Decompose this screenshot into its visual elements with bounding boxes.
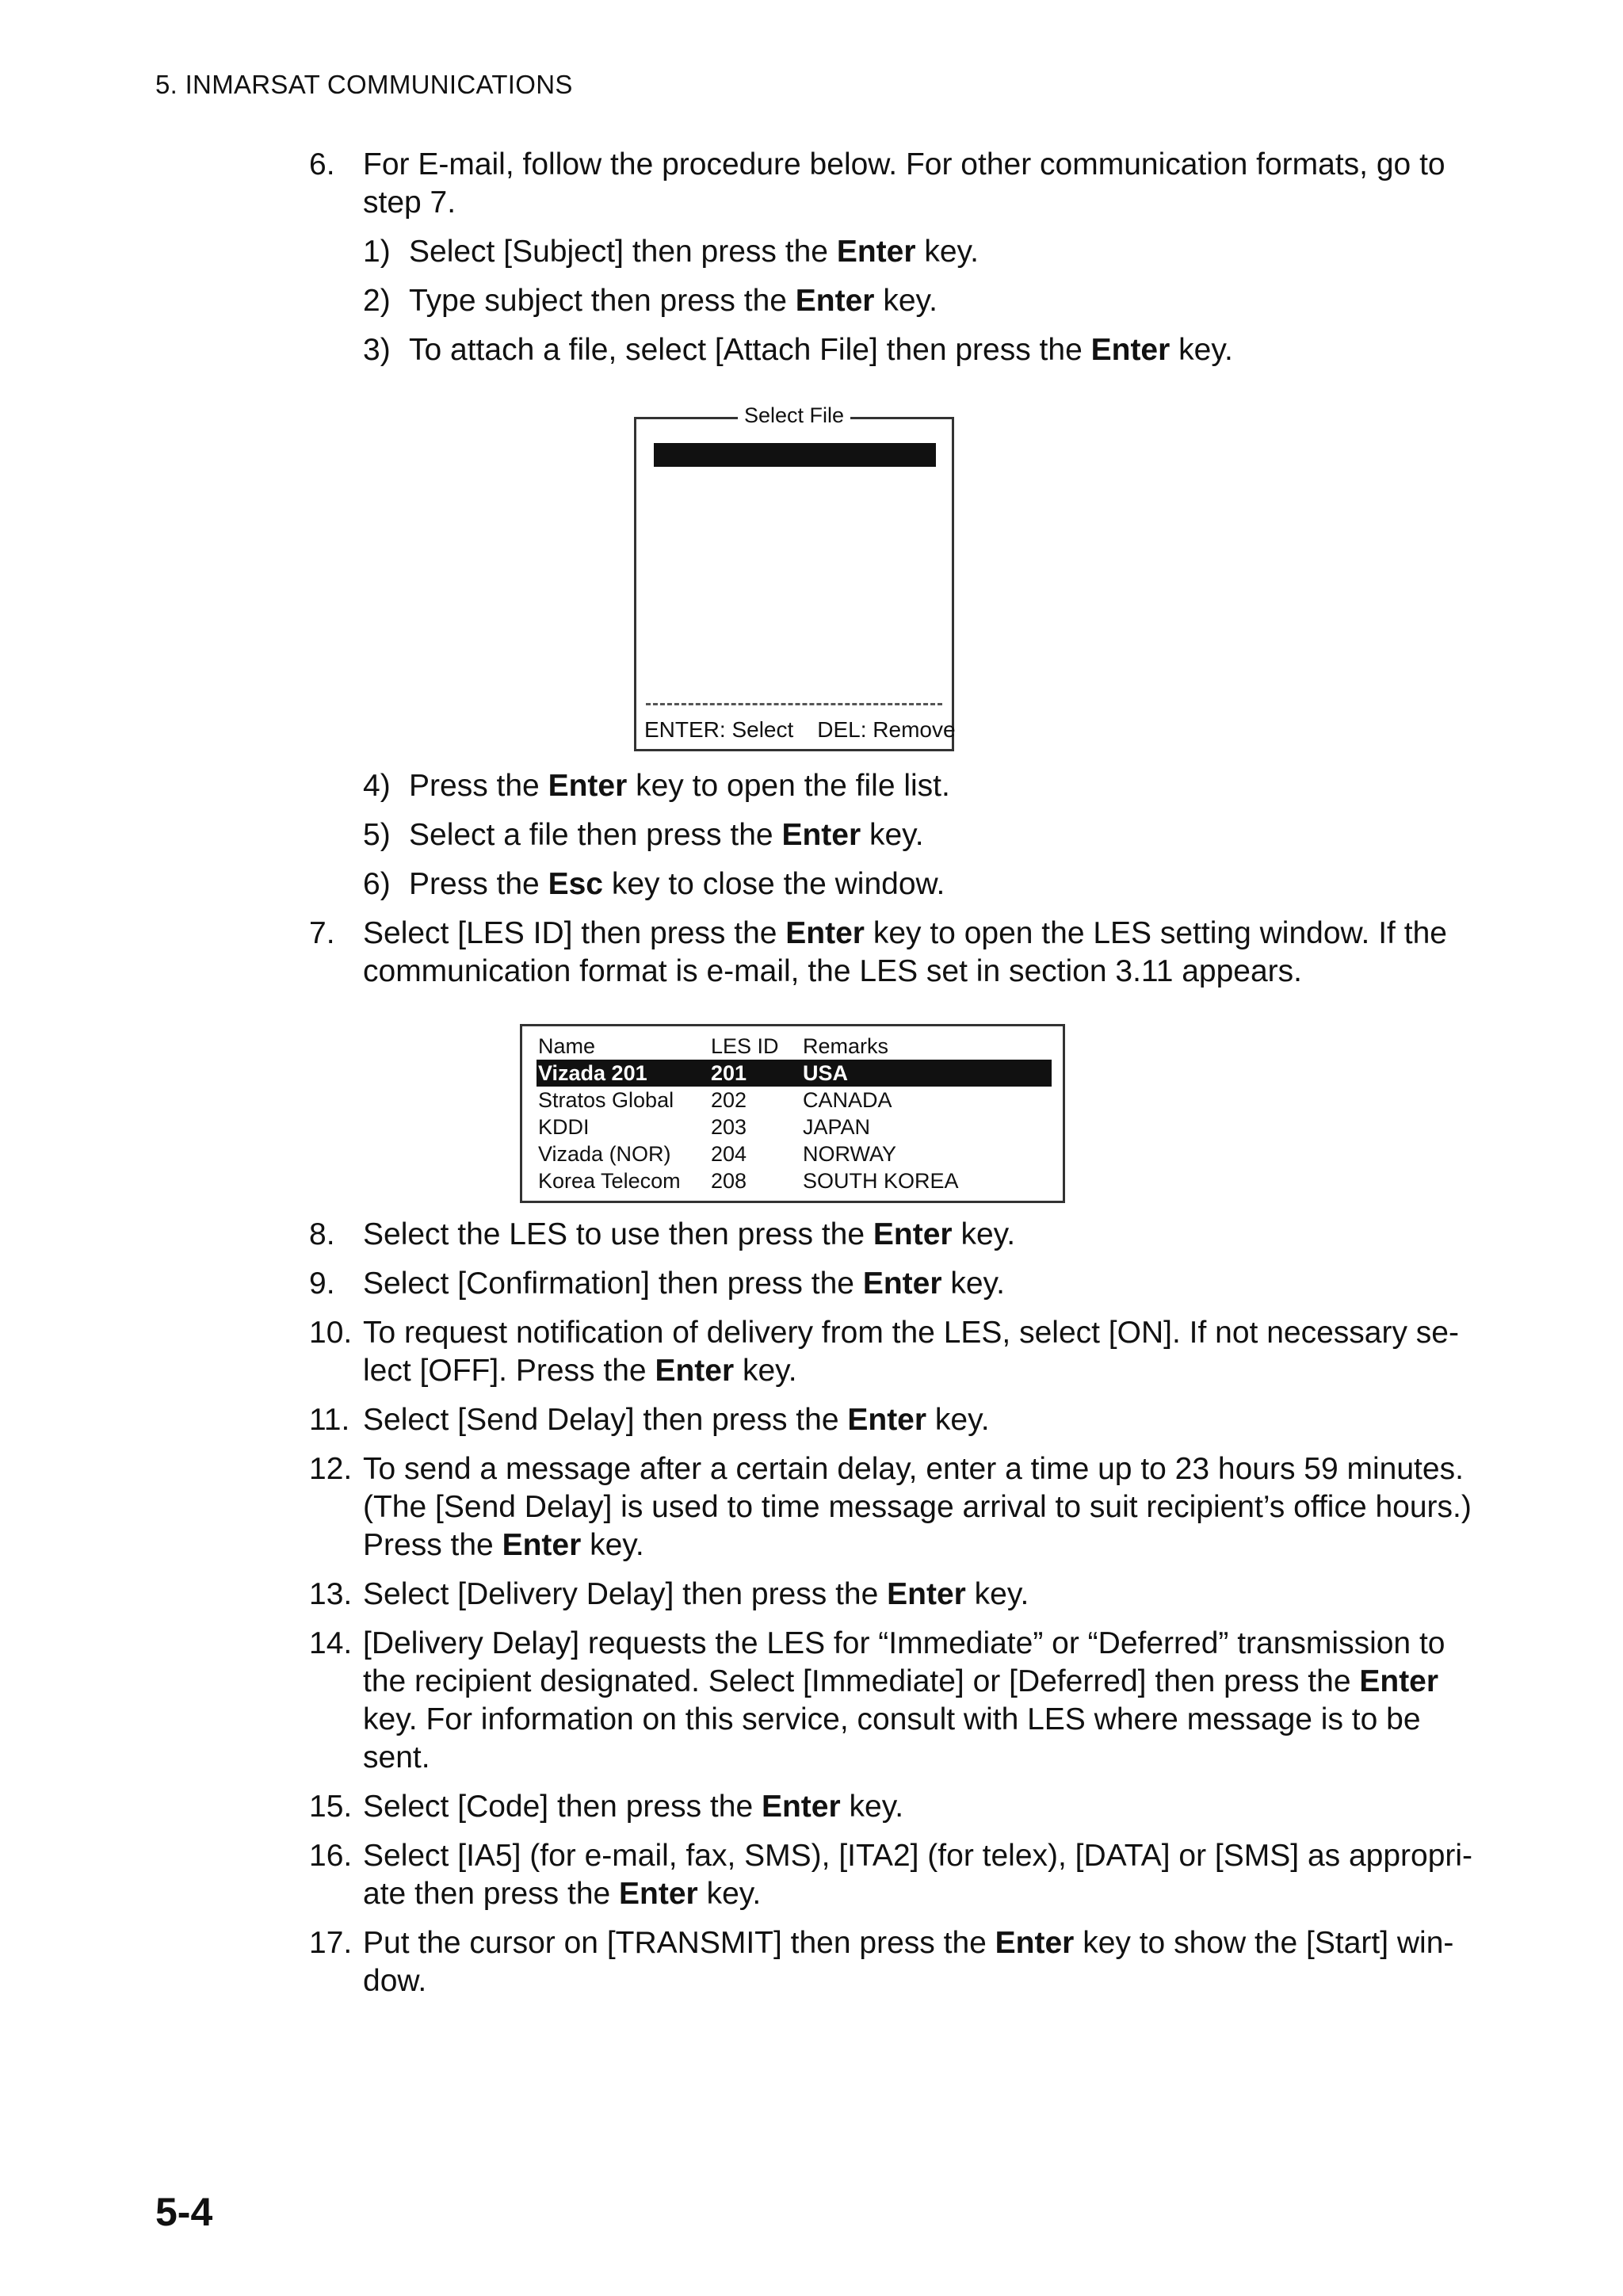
- step-text: [363, 146, 1512, 222]
- step-number: 11.: [309, 1403, 350, 1437]
- divider: [646, 703, 942, 705]
- step-text: Select the LES to use then press the Enter key.: [363, 1217, 1016, 1251]
- les-setting-window: [520, 1024, 1065, 1203]
- column-header-les-id: LES ID: [711, 1034, 779, 1058]
- les-header-row: [537, 1033, 1052, 1060]
- substep-number: 2): [363, 284, 391, 318]
- substep-text: To attach a file, select [Attach File] then press the Enter key.: [409, 333, 1233, 367]
- step-text: Select [IA5] (for e-mail, fax, SMS), [ITA2] (for telex), [DATA] or [SMS] as appropri- ate then press the Enter key.: [363, 1839, 1473, 1911]
- step-text: To send a message after a certain delay, enter a time up to 23 hours 59 minutes. (The [Send Delay] is used to time message arrival to suit recipient’s office hours.) Press the Enter key.: [363, 1452, 1472, 1562]
- step-text: Select [Delivery Delay] then press the Enter key.: [363, 1577, 1029, 1611]
- step-number: 9.: [309, 1266, 335, 1301]
- step-text: Put the cursor on [TRANSMIT] then press the Enter key to show the [Start] win- dow.: [363, 1926, 1454, 1998]
- les-row[interactable]: Korea Telecom 208 SOUTH KOREA: [538, 1169, 959, 1193]
- file-selection-cursor[interactable]: [654, 443, 936, 467]
- substep-text: Press the Enter key to open the file list.: [409, 769, 950, 803]
- step-text: Select [Confirmation] then press the Enter key.: [363, 1266, 1005, 1301]
- substep-text: Select [Subject] then press the Enter key.: [409, 235, 979, 269]
- step-line: For E-mail, follow the procedure below. For other communication formats, go to: [363, 147, 1445, 181]
- step-text: To request notification of delivery from the LES, select [ON]. If not necessary se- lect [OFF]. Press the Enter key.: [363, 1316, 1459, 1388]
- les-row[interactable]: Vizada (NOR) 204 NORWAY: [538, 1142, 897, 1166]
- step-number: 14.: [309, 1626, 353, 1660]
- substep-number: 5): [363, 818, 391, 852]
- step-number: 16.: [309, 1839, 353, 1873]
- key-hints: [644, 717, 956, 743]
- les-row-selected[interactable]: Vizada 201 201 USA: [537, 1060, 1052, 1087]
- step-number: 7.: [309, 916, 335, 950]
- enter-hint: ENTER: Select: [644, 717, 794, 742]
- step-text: Select [LES ID] then press the Enter key to open the LES setting window. If the communication format is e-mail, the LES set in section 3.11 appears.: [363, 916, 1447, 988]
- step-text: [Delivery Delay] requests the LES for “Immediate” or “Deferred” transmission to the recipient designated. Select [Immediate] or [Deferred] then press the Enter key. For information on this service, consult with LES where message is to be sent.: [363, 1626, 1445, 1775]
- substep-text: Select a file then press the Enter key.: [409, 818, 924, 852]
- substep-number: 6): [363, 867, 391, 901]
- les-row[interactable]: Stratos Global 202 CANADA: [538, 1088, 892, 1112]
- step-text: Select [Send Delay] then press the Enter key.: [363, 1403, 990, 1437]
- page-number: 5-4: [155, 2190, 213, 2234]
- select-file-window: [634, 403, 956, 751]
- step-number: 10.: [309, 1316, 353, 1350]
- step-line: step 7.: [363, 185, 456, 220]
- step-number: 13.: [309, 1577, 353, 1611]
- les-row[interactable]: KDDI 203 JAPAN: [538, 1115, 871, 1139]
- column-header-remarks: Remarks: [803, 1034, 889, 1058]
- substep-text: Press the Esc key to close the window.: [409, 867, 945, 901]
- select-file-title: Select File: [636, 403, 952, 428]
- substep-number: 3): [363, 333, 391, 367]
- substep-text: Type subject then press the Enter key.: [409, 284, 938, 318]
- step-number: 6.: [309, 147, 335, 181]
- running-header: 5. INMARSAT COMMUNICATIONS: [155, 70, 573, 99]
- step-number: 17.: [309, 1926, 353, 1960]
- del-hint: DEL: Remove: [817, 717, 956, 742]
- step-number: 8.: [309, 1217, 335, 1251]
- step-number: 12.: [309, 1452, 353, 1486]
- substep-number: 4): [363, 769, 391, 803]
- column-header-name: Name: [538, 1034, 596, 1058]
- step-text: Select [Code] then press the Enter key.: [363, 1790, 904, 1824]
- substep-number: 1): [363, 235, 391, 269]
- step-number: 15.: [309, 1790, 353, 1824]
